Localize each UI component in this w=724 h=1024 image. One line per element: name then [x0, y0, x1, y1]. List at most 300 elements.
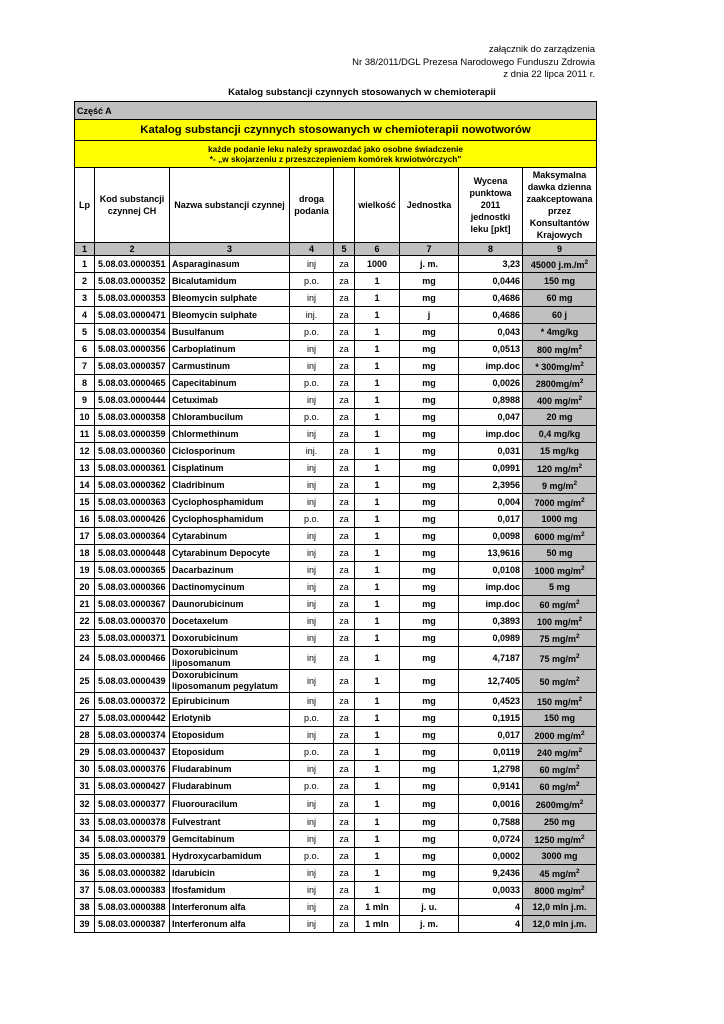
za-label-text: za [339, 531, 349, 541]
substance-name-text: Etoposidum [172, 746, 224, 757]
col-max-header: Maksymalna dawka dzienna zaakceptowana przez Konsultantów Krajowych [523, 168, 597, 243]
unit-name [400, 795, 459, 814]
unit-price [459, 426, 523, 443]
substance-name [170, 443, 290, 460]
substance-name [170, 630, 290, 647]
superscript: 2 [575, 867, 580, 875]
row-lp-text: 34 [79, 834, 90, 844]
table-row [75, 545, 597, 562]
table-row [75, 375, 597, 392]
row-lp-text: 39 [79, 919, 90, 929]
unit-price [459, 324, 523, 341]
substance-name [170, 494, 290, 511]
substance-code-text: 5.08.03.0000379 [98, 834, 166, 844]
unit-name [400, 670, 459, 693]
unit-price-text: 0,043 [497, 327, 520, 337]
route-of-administration [290, 613, 334, 630]
row-lp-text: 29 [79, 747, 90, 757]
header-line-3: z dnia 22 lipca 2011 r. [503, 69, 595, 80]
unit-size [355, 761, 400, 778]
unit-name-text: mg [422, 582, 436, 592]
column-header-row [75, 168, 597, 243]
substance-name [170, 831, 290, 848]
unit-price-text: 0,0098 [492, 531, 520, 541]
max-daily-dose-text: 240 mg/m [536, 747, 579, 758]
col-number: 5 [334, 243, 355, 256]
unit-size [355, 494, 400, 511]
substance-code-text: 5.08.03.0000382 [98, 868, 166, 878]
route-of-administration-text: inj [306, 429, 316, 439]
table-row [75, 528, 597, 545]
row-lp-text: 37 [79, 885, 90, 895]
substance-name-text: Bleomycin sulphate [172, 292, 258, 303]
substance-name-text: Etoposidum [172, 729, 224, 740]
unit-price-text: 0,031 [497, 446, 520, 456]
unit-size-text: 1 mln [365, 919, 389, 929]
unit-price [459, 273, 523, 290]
max-daily-dose [523, 710, 597, 727]
substance-code-text: 5.08.03.0000370 [98, 616, 166, 626]
route-of-administration-text: p.o. [303, 276, 319, 286]
unit-size-text: 1000 [366, 259, 388, 269]
superscript: 2 [580, 564, 585, 572]
unit-size-text: 1 [374, 548, 380, 558]
unit-name [400, 727, 459, 744]
max-daily-dose [523, 630, 597, 647]
unit-size [355, 358, 400, 375]
substance-name [170, 795, 290, 814]
unit-name-text: mg [422, 834, 436, 844]
route-of-administration [290, 477, 334, 494]
table-row [75, 256, 597, 273]
route-of-administration-text: inj [306, 817, 316, 827]
route-of-administration-text: inj [306, 548, 316, 558]
row-lp [75, 290, 95, 307]
route-of-administration [290, 307, 334, 324]
banner-note-1: każde podanie leku należy sprawozdać jako osobne świadczenie [208, 144, 463, 154]
unit-name-text: mg [422, 497, 436, 507]
unit-size [355, 596, 400, 613]
unit-price [459, 710, 523, 727]
unit-size-text: 1 [374, 412, 380, 422]
row-lp [75, 426, 95, 443]
route-of-administration-text: inj [306, 676, 316, 686]
superscript: 2 [580, 360, 584, 368]
row-lp [75, 899, 95, 916]
substance-name [170, 426, 290, 443]
col-number: 2 [95, 243, 170, 256]
substance-code [95, 761, 170, 778]
substance-code [95, 477, 170, 494]
route-of-administration [290, 511, 334, 528]
za-label-text: za [339, 310, 349, 320]
unit-size [355, 613, 400, 630]
unit-name-text: mg [422, 817, 436, 827]
unit-size [355, 426, 400, 443]
unit-name-text: mg [422, 429, 436, 439]
max-daily-dose [523, 341, 597, 358]
unit-size-text: 1 [374, 676, 380, 686]
unit-price-text: 0,0119 [492, 747, 520, 757]
substance-code [95, 795, 170, 814]
col-size-header: wielkość [355, 168, 400, 243]
substance-code [95, 899, 170, 916]
route-of-administration [290, 865, 334, 882]
unit-name [400, 882, 459, 899]
route-of-administration-text: inj [306, 919, 316, 929]
za-label-text: za [339, 781, 349, 791]
max-daily-dose-text: 150 mg [544, 713, 576, 723]
row-lp [75, 392, 95, 409]
unit-price-text: 0,9141 [492, 781, 520, 791]
max-daily-dose [523, 273, 597, 290]
unit-size-text: 1 [374, 531, 380, 541]
table-row [75, 882, 597, 899]
unit-price [459, 916, 523, 933]
substance-code [95, 528, 170, 545]
unit-price-text: imp.doc [485, 361, 520, 371]
za-label-text: za [339, 361, 349, 371]
row-lp [75, 409, 95, 426]
substance-name [170, 670, 290, 693]
row-lp [75, 528, 95, 545]
row-lp [75, 596, 95, 613]
row-lp [75, 273, 95, 290]
unit-price [459, 744, 523, 761]
unit-price-text: imp.doc [485, 582, 520, 592]
max-daily-dose [523, 899, 597, 916]
route-of-administration [290, 596, 334, 613]
route-of-administration [290, 693, 334, 710]
max-daily-dose-text: 800 mg/m [536, 344, 579, 355]
substance-name [170, 579, 290, 596]
unit-price-text: 13,9616 [487, 548, 520, 558]
max-daily-dose-text: 1000 mg [541, 514, 578, 524]
substance-name-text: Cisplatinum [172, 462, 224, 473]
unit-name-text: mg [422, 293, 436, 303]
substance-code-text: 5.08.03.0000377 [98, 799, 166, 809]
substance-code [95, 693, 170, 710]
max-daily-dose-text: 15 mg/kg [540, 446, 580, 456]
unit-price-text: 0,3893 [492, 616, 520, 626]
route-of-administration [290, 528, 334, 545]
unit-name-text: mg [422, 868, 436, 878]
unit-size-text: 1 [374, 429, 380, 439]
substance-name [170, 375, 290, 392]
unit-name [400, 865, 459, 882]
unit-price-text: 0,0033 [492, 885, 520, 895]
substance-code-text: 5.08.03.0000465 [98, 378, 166, 388]
za-label [334, 778, 355, 795]
route-of-administration [290, 579, 334, 596]
substance-name-text: Doxorubicinum liposomanum [172, 647, 239, 668]
row-lp [75, 814, 95, 831]
row-lp-text: 24 [79, 653, 90, 663]
unit-price [459, 882, 523, 899]
substance-code-text: 5.08.03.0000362 [98, 480, 166, 490]
row-lp-text: 7 [81, 361, 87, 371]
substance-code [95, 670, 170, 693]
substance-name-text: Docetaxelum [172, 615, 229, 626]
row-lp-text: 12 [79, 446, 90, 456]
substance-code [95, 324, 170, 341]
unit-name-text: mg [422, 781, 436, 791]
table-row [75, 848, 597, 865]
route-of-administration-text: inj [306, 834, 316, 844]
unit-name [400, 710, 459, 727]
substance-code-text: 5.08.03.0000381 [98, 851, 166, 861]
part-label: Część A [75, 102, 597, 120]
substance-name [170, 710, 290, 727]
max-daily-dose-text: 45000 j.m./m [530, 259, 585, 270]
route-of-administration [290, 341, 334, 358]
max-daily-dose-text: 1000 mg/m [534, 565, 581, 576]
row-lp [75, 882, 95, 899]
unit-price-text: imp.doc [485, 599, 520, 609]
unit-price-text: 0,7588 [492, 817, 520, 827]
table-row [75, 596, 597, 613]
unit-price [459, 848, 523, 865]
max-daily-dose-text: 60 j [552, 310, 568, 320]
table-row [75, 477, 597, 494]
unit-name [400, 409, 459, 426]
route-of-administration-text: inj [306, 565, 316, 575]
col-number: 8 [459, 243, 523, 256]
substance-name [170, 528, 290, 545]
max-daily-dose-text: 8000 mg/m [534, 885, 581, 896]
unit-price-text: 0,0108 [492, 565, 520, 575]
unit-price [459, 511, 523, 528]
max-daily-dose [523, 426, 597, 443]
za-label [334, 528, 355, 545]
unit-name [400, 916, 459, 933]
unit-size [355, 831, 400, 848]
substance-name [170, 460, 290, 477]
column-number-row [75, 243, 597, 256]
unit-price-text: 0,8988 [492, 395, 520, 405]
substance-code-text: 5.08.03.0000376 [98, 764, 166, 774]
za-label [334, 256, 355, 273]
substance-name [170, 409, 290, 426]
table-row [75, 392, 597, 409]
route-of-administration-text: inj [306, 730, 316, 740]
superscript: 2 [580, 884, 585, 892]
max-daily-dose [523, 375, 597, 392]
max-daily-dose [523, 545, 597, 562]
superscript: 2 [580, 496, 585, 504]
substance-name-text: Chlorambucilum [172, 411, 244, 422]
za-label-text: za [339, 565, 349, 575]
row-lp-text: 31 [79, 781, 90, 791]
unit-name-text: mg [422, 480, 436, 490]
unit-name [400, 848, 459, 865]
unit-name-text: mg [422, 696, 436, 706]
substance-code-text: 5.08.03.0000364 [98, 531, 166, 541]
max-daily-dose-text: 1250 mg/m [534, 834, 581, 845]
unit-name-text: mg [422, 361, 436, 371]
unit-size [355, 562, 400, 579]
route-of-administration-text: p.o. [303, 378, 319, 388]
substance-code-text: 5.08.03.0000383 [98, 885, 166, 895]
unit-size [355, 273, 400, 290]
row-lp-text: 18 [79, 548, 90, 558]
col-number: 9 [523, 243, 597, 256]
unit-name [400, 647, 459, 670]
substance-name-text: Chlormethinum [172, 428, 239, 439]
za-label [334, 761, 355, 778]
unit-price-text: 0,1915 [492, 713, 520, 723]
row-lp-text: 6 [81, 344, 87, 354]
za-label-text: za [339, 616, 349, 626]
substance-name-text: Cytarabinum Depocyte [172, 547, 271, 558]
superscript: 2 [575, 598, 580, 606]
unit-price [459, 579, 523, 596]
substance-name [170, 324, 290, 341]
row-lp-text: 2 [81, 276, 87, 286]
substance-code [95, 426, 170, 443]
unit-size-text: 1 [374, 599, 380, 609]
za-label-text: za [339, 747, 349, 757]
table-row [75, 670, 597, 693]
unit-price-text: 0,0016 [492, 799, 520, 809]
substance-code-text: 5.08.03.0000357 [98, 361, 166, 371]
max-daily-dose-text: 9 mg/m [541, 480, 574, 491]
unit-price [459, 545, 523, 562]
za-label [334, 426, 355, 443]
unit-price [459, 630, 523, 647]
substance-name [170, 848, 290, 865]
unit-price [459, 477, 523, 494]
unit-size [355, 848, 400, 865]
unit-name [400, 528, 459, 545]
max-daily-dose [523, 256, 597, 273]
za-label [334, 562, 355, 579]
unit-price-text: 0,0002 [492, 851, 520, 861]
unit-name-text: j. m. [419, 259, 438, 269]
unit-price [459, 795, 523, 814]
max-daily-dose [523, 761, 597, 778]
substance-code [95, 375, 170, 392]
substance-name-text: Daunorubicinum [172, 598, 244, 609]
za-label [334, 409, 355, 426]
substance-code [95, 778, 170, 795]
table-row [75, 814, 597, 831]
col-number: 3 [170, 243, 290, 256]
za-label-text: za [339, 378, 349, 388]
route-of-administration [290, 426, 334, 443]
unit-name [400, 273, 459, 290]
substance-code-text: 5.08.03.0000353 [98, 293, 166, 303]
max-daily-dose-text: 2600mg/m [535, 799, 580, 810]
substance-name-text: Cytarabinum [172, 530, 228, 541]
unit-size [355, 392, 400, 409]
substance-code [95, 409, 170, 426]
substance-code-text: 5.08.03.0000359 [98, 429, 166, 439]
unit-size-text: 1 [374, 781, 380, 791]
za-label-text: za [339, 730, 349, 740]
za-label-text: za [339, 633, 349, 643]
substance-name [170, 358, 290, 375]
route-of-administration [290, 324, 334, 341]
unit-size-text: 1 [374, 276, 380, 286]
unit-size [355, 795, 400, 814]
max-daily-dose [523, 882, 597, 899]
row-lp [75, 358, 95, 375]
max-daily-dose [523, 579, 597, 596]
max-daily-dose-text: 120 mg/m [536, 463, 579, 474]
za-label [334, 477, 355, 494]
substance-code [95, 630, 170, 647]
unit-price-text: 0,017 [497, 730, 520, 740]
row-lp [75, 693, 95, 710]
unit-name-text: mg [422, 412, 436, 422]
unit-size [355, 511, 400, 528]
route-of-administration-text: p.o. [303, 851, 319, 861]
substance-name-text: Hydroxycarbamidum [172, 850, 262, 861]
route-of-administration-text: p.o. [303, 412, 319, 422]
substance-code-text: 5.08.03.0000444 [98, 395, 166, 405]
unit-size-text: 1 [374, 696, 380, 706]
max-daily-dose [523, 494, 597, 511]
za-label-text: za [339, 344, 349, 354]
unit-price [459, 865, 523, 882]
row-lp-text: 17 [79, 531, 90, 541]
substance-code [95, 290, 170, 307]
substance-name [170, 256, 290, 273]
substance-code-text: 5.08.03.0000439 [98, 676, 166, 686]
row-lp-text: 28 [79, 730, 90, 740]
unit-name [400, 630, 459, 647]
max-daily-dose [523, 528, 597, 545]
max-daily-dose [523, 670, 597, 693]
row-lp-text: 36 [79, 868, 90, 878]
unit-size [355, 409, 400, 426]
unit-price-text: 2,3956 [492, 480, 520, 490]
row-lp-text: 5 [81, 327, 87, 337]
unit-price [459, 409, 523, 426]
substance-name-text: Carboplatinum [172, 343, 236, 354]
unit-price [459, 761, 523, 778]
row-lp-text: 3 [81, 293, 87, 303]
unit-price [459, 778, 523, 795]
part-row [75, 102, 597, 120]
route-of-administration [290, 710, 334, 727]
za-label-text: za [339, 463, 349, 473]
unit-name [400, 324, 459, 341]
table-row [75, 831, 597, 848]
table-row [75, 562, 597, 579]
max-daily-dose [523, 477, 597, 494]
max-daily-dose-text: 12,0 mln j.m. [532, 919, 587, 929]
substance-name [170, 865, 290, 882]
route-of-administration-text: inj [306, 599, 316, 609]
route-of-administration-text: inj [306, 463, 316, 473]
max-daily-dose [523, 358, 597, 375]
unit-name-text: mg [422, 514, 436, 524]
header-note [352, 44, 595, 82]
unit-price-text: 1,2798 [492, 764, 520, 774]
unit-size [355, 916, 400, 933]
route-of-administration-text: inj [306, 868, 316, 878]
unit-size [355, 693, 400, 710]
za-label-text: za [339, 885, 349, 895]
max-daily-dose-text: 250 mg [544, 817, 576, 827]
unit-name-text: mg [422, 463, 436, 473]
unit-name-text: mg [422, 616, 436, 626]
unit-price [459, 831, 523, 848]
unit-name [400, 613, 459, 630]
substance-code-text: 5.08.03.0000466 [98, 653, 166, 663]
